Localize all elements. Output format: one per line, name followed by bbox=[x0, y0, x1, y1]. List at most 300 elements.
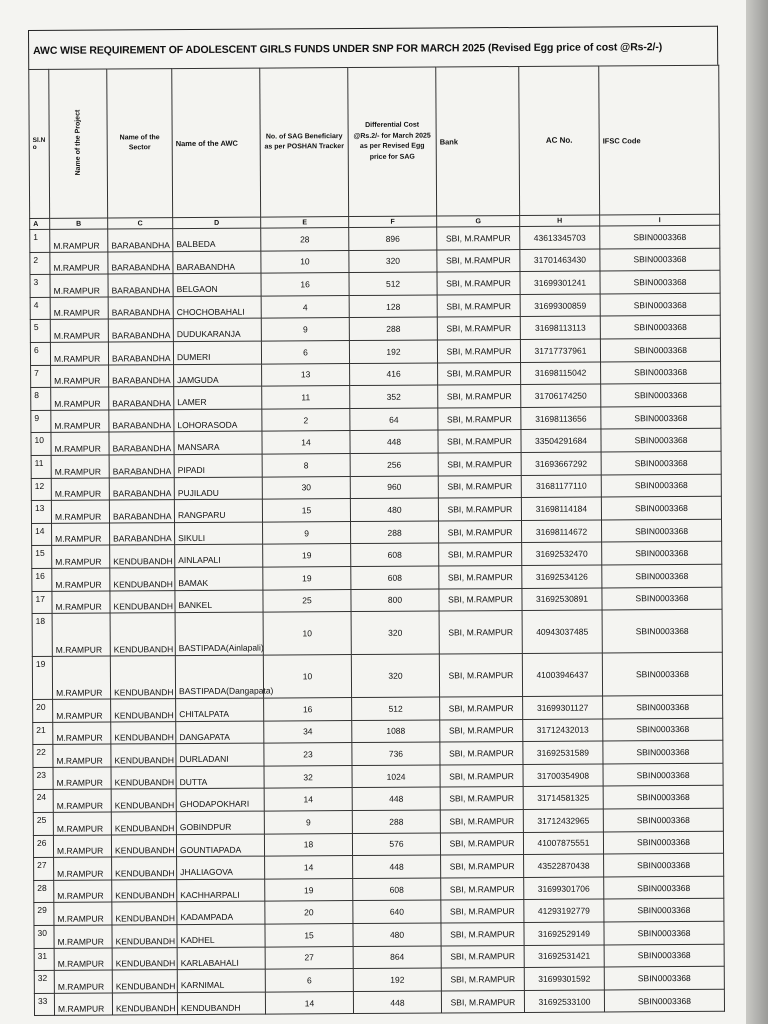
cell-sag: 25 bbox=[263, 589, 351, 612]
cell-awc: CHOCHOBAHALI bbox=[173, 296, 261, 319]
cell-sag: 16 bbox=[264, 698, 352, 721]
cell-sector: BARABANDHA bbox=[109, 500, 174, 523]
header-project-label: Name of the Project bbox=[74, 109, 82, 176]
cell-bank: SBI, M.RAMPUR bbox=[441, 945, 524, 968]
cell-ifsc: SBIN0003368 bbox=[601, 429, 721, 452]
cell-cost: 1024 bbox=[352, 765, 440, 788]
cell-awc: BASTIPADA(Ainlapali) bbox=[175, 612, 263, 656]
cell-cost: 448 bbox=[350, 430, 438, 453]
cell-bank: SBI, M.RAMPUR bbox=[439, 565, 522, 588]
cell-cost: 576 bbox=[352, 833, 440, 856]
cell-sag: 11 bbox=[262, 386, 350, 409]
cell-sl: 16 bbox=[32, 568, 52, 591]
cell-sag: 10 bbox=[261, 250, 349, 273]
column-letter: B bbox=[50, 218, 108, 229]
cell-project: M.RAMPUR bbox=[52, 568, 110, 591]
cell-sl: 23 bbox=[33, 767, 53, 790]
cell-sector: KENDUBANDH bbox=[112, 947, 177, 970]
cell-awc: BAMAK bbox=[175, 567, 263, 590]
cell-bank: SBI, M.RAMPUR bbox=[440, 719, 523, 742]
cell-bank: SBI, M.RAMPUR bbox=[440, 787, 523, 810]
cell-bank: SBI, M.RAMPUR bbox=[438, 452, 521, 475]
cell-sector: KENDUBANDH bbox=[110, 545, 175, 568]
cell-sector: KENDUBANDH bbox=[111, 721, 176, 744]
cell-sag: 34 bbox=[264, 720, 352, 743]
cell-sl: 20 bbox=[33, 699, 53, 722]
cell-sector: BARABANDHA bbox=[109, 409, 174, 432]
cell-sector: KENDUBANDH bbox=[112, 879, 177, 902]
cell-ac-no: 31692531589 bbox=[523, 741, 603, 764]
cell-sag: 9 bbox=[261, 318, 349, 341]
cell-sl: 22 bbox=[33, 745, 53, 768]
cell-sl: 1 bbox=[30, 229, 50, 252]
cell-ifsc: SBIN0003368 bbox=[601, 383, 721, 406]
cell-ac-no: 40943037485 bbox=[522, 610, 602, 653]
cell-ac-no: 31701463430 bbox=[520, 249, 600, 272]
cell-bank: SBI, M.RAMPUR bbox=[441, 968, 524, 991]
cell-project: M.RAMPUR bbox=[50, 274, 108, 297]
cell-project: M.RAMPUR bbox=[53, 812, 111, 835]
cell-ac-no: 31699300859 bbox=[520, 294, 600, 317]
cell-bank: SBI, M.RAMPUR bbox=[438, 475, 521, 498]
cell-cost: 416 bbox=[350, 363, 438, 386]
cell-ac-no: 31717737961 bbox=[520, 339, 600, 362]
cell-project: M.RAMPUR bbox=[54, 993, 112, 1016]
cell-ifsc: SBIN0003368 bbox=[600, 338, 720, 361]
cell-bank: SBI, M.RAMPUR bbox=[440, 764, 523, 787]
cell-ac-no: 41293192779 bbox=[524, 899, 604, 922]
cell-ac-no: 31692532470 bbox=[522, 542, 602, 565]
cell-sag: 14 bbox=[262, 431, 350, 454]
cell-awc: KARNIMAL bbox=[177, 969, 265, 992]
cell-cost: 288 bbox=[349, 317, 437, 340]
cell-ifsc: SBIN0003368 bbox=[600, 293, 720, 316]
cell-sag: 14 bbox=[265, 991, 353, 1014]
cell-awc: BARABANDHA bbox=[173, 251, 261, 274]
cell-bank: SBI, M.RAMPUR bbox=[440, 697, 523, 720]
cell-sag: 13 bbox=[262, 363, 350, 386]
cell-sl: 25 bbox=[33, 812, 53, 835]
cell-ac-no: 31692534126 bbox=[522, 565, 602, 588]
cell-ac-no: 31692530891 bbox=[522, 588, 602, 611]
column-letter: G bbox=[437, 216, 520, 228]
cell-cost: 320 bbox=[351, 611, 439, 655]
cell-sl: 21 bbox=[33, 722, 53, 745]
cell-cost: 192 bbox=[349, 340, 437, 363]
cell-cost: 864 bbox=[353, 946, 441, 969]
cell-cost: 448 bbox=[353, 991, 441, 1014]
cell-sl: 30 bbox=[34, 925, 54, 948]
cell-cost: 1088 bbox=[352, 720, 440, 743]
cell-ac-no: 31692531421 bbox=[524, 945, 604, 968]
cell-sl: 31 bbox=[34, 948, 54, 971]
cell-project: M.RAMPUR bbox=[51, 500, 109, 523]
cell-bank: SBI, M.RAMPUR bbox=[439, 588, 522, 611]
cell-bank: SBI, M.RAMPUR bbox=[437, 294, 520, 317]
cell-sag: 28 bbox=[261, 228, 349, 251]
cell-sector: KENDUBANDH bbox=[111, 789, 176, 812]
cell-sector: KENDUBANDH bbox=[112, 992, 177, 1015]
cell-bank: SBI, M.RAMPUR bbox=[438, 498, 521, 521]
cell-sag: 16 bbox=[261, 273, 349, 296]
cell-awc: GOBINDPUR bbox=[176, 811, 264, 834]
cell-cost: 256 bbox=[350, 453, 438, 476]
cell-sl: 33 bbox=[34, 993, 54, 1016]
cell-bank: SBI, M.RAMPUR bbox=[439, 543, 522, 566]
cell-sag: 15 bbox=[265, 924, 353, 947]
cell-cost: 736 bbox=[352, 742, 440, 765]
cell-project: M.RAMPUR bbox=[52, 613, 110, 656]
cell-project: M.RAMPUR bbox=[54, 880, 112, 903]
header-sag: No. of SAG Beneficiary as per POSHAN Tracker bbox=[260, 68, 349, 218]
cell-sector: KENDUBANDH bbox=[112, 925, 177, 948]
cell-ac-no: 31693667292 bbox=[521, 452, 601, 475]
cell-sector: KENDUBANDH bbox=[110, 656, 175, 699]
cell-ac-no: 31706174250 bbox=[521, 384, 601, 407]
cell-sector: KENDUBANDH bbox=[112, 857, 177, 880]
cell-bank: SBI, M.RAMPUR bbox=[438, 385, 521, 408]
cell-ac-no: 31712432965 bbox=[523, 809, 603, 832]
cell-project: M.RAMPUR bbox=[51, 387, 109, 410]
cell-ifsc: SBIN0003368 bbox=[601, 406, 721, 429]
column-letter: D bbox=[173, 217, 261, 229]
cell-cost: 480 bbox=[350, 498, 438, 521]
cell-bank: SBI, M.RAMPUR bbox=[438, 407, 521, 430]
cell-project: M.RAMPUR bbox=[51, 365, 109, 388]
cell-cost: 288 bbox=[352, 810, 440, 833]
cell-sector: BARABANDHA bbox=[108, 319, 173, 342]
cell-ifsc: SBIN0003368 bbox=[603, 695, 723, 718]
cell-bank: SBI, M.RAMPUR bbox=[441, 877, 524, 900]
cell-ifsc: SBIN0003368 bbox=[601, 496, 721, 519]
cell-sector: BARABANDHA bbox=[108, 274, 173, 297]
cell-ifsc: SBIN0003368 bbox=[603, 763, 723, 786]
cell-sector: KENDUBANDH bbox=[112, 902, 177, 925]
cell-bank: SBI, M.RAMPUR bbox=[439, 520, 522, 543]
header-project bbox=[49, 69, 108, 218]
cell-sag: 4 bbox=[261, 295, 349, 318]
cell-ifsc: SBIN0003368 bbox=[603, 831, 723, 854]
header-awc: Name of the AWC bbox=[172, 68, 261, 218]
cell-bank: SBI, M.RAMPUR bbox=[437, 249, 520, 272]
cell-ifsc: SBIN0003368 bbox=[602, 652, 722, 696]
cell-awc: PUJILADU bbox=[174, 477, 262, 500]
cell-ifsc: SBIN0003368 bbox=[604, 899, 724, 922]
cell-cost: 640 bbox=[353, 900, 441, 923]
cell-sector: BARABANDHA bbox=[109, 364, 174, 387]
cell-sector: KENDUBANDH bbox=[111, 766, 176, 789]
cell-project: M.RAMPUR bbox=[51, 410, 109, 433]
table-row bbox=[34, 989, 724, 1016]
cell-sl: 5 bbox=[30, 320, 50, 343]
table-row bbox=[32, 609, 722, 656]
cell-ifsc: SBIN0003368 bbox=[602, 587, 722, 610]
cell-ac-no: 41007875551 bbox=[523, 832, 603, 855]
cell-sl: 28 bbox=[34, 880, 54, 903]
cell-bank: SBI, M.RAMPUR bbox=[437, 339, 520, 362]
cell-cost: 288 bbox=[351, 521, 439, 544]
table-body bbox=[30, 225, 725, 1016]
header-ac: AC No. bbox=[519, 66, 600, 215]
cell-cost: 480 bbox=[353, 923, 441, 946]
cell-cost: 352 bbox=[350, 385, 438, 408]
cell-bank: SBI, M.RAMPUR bbox=[437, 317, 520, 340]
document-title: AWC WISE REQUIREMENT OF ADOLESCENT GIRLS FUNDS UNDER SNP FOR MARCH 2025 (Revised Egg price of cost @Rs-2/-) bbox=[28, 26, 718, 69]
cell-ifsc: SBIN0003368 bbox=[603, 786, 723, 809]
cell-project: M.RAMPUR bbox=[54, 925, 112, 948]
cell-sag: 19 bbox=[263, 544, 351, 567]
column-letter: A bbox=[30, 218, 50, 229]
cell-cost: 960 bbox=[350, 476, 438, 499]
cell-cost: 608 bbox=[353, 878, 441, 901]
header-ifsc: IFSC Code bbox=[599, 65, 720, 215]
cell-awc: JAMGUDA bbox=[174, 364, 262, 387]
cell-project: M.RAMPUR bbox=[50, 319, 108, 342]
cell-awc: SIKULI bbox=[175, 522, 263, 545]
cell-project: M.RAMPUR bbox=[52, 523, 110, 546]
cell-ifsc: SBIN0003368 bbox=[604, 966, 724, 989]
cell-awc: CHITALPATA bbox=[176, 698, 264, 721]
cell-ac-no: 43522870438 bbox=[524, 854, 604, 877]
cell-sag: 27 bbox=[265, 946, 353, 969]
cell-sag: 14 bbox=[264, 788, 352, 811]
cell-awc: PIPADI bbox=[174, 454, 262, 477]
cell-bank: SBI, M.RAMPUR bbox=[438, 430, 521, 453]
cell-ifsc: SBIN0003368 bbox=[601, 474, 721, 497]
cell-sector: KENDUBANDH bbox=[110, 613, 175, 656]
header-cost: Differential Cost @Rs.2/- for March 2025 as per Revised Egg price for SAG bbox=[348, 67, 437, 217]
cell-cost: 512 bbox=[352, 697, 440, 720]
cell-bank: SBI, M.RAMPUR bbox=[440, 832, 523, 855]
cell-sl: 3 bbox=[30, 275, 50, 298]
cell-cost: 608 bbox=[351, 566, 439, 589]
cell-ac-no: 41003946437 bbox=[522, 653, 602, 696]
cell-sag: 9 bbox=[263, 521, 351, 544]
cell-awc: LOHORASODA bbox=[174, 409, 262, 432]
cell-bank: SBI, M.RAMPUR bbox=[439, 654, 522, 698]
cell-awc: KENDUBANDH bbox=[177, 992, 265, 1015]
cell-ifsc: SBIN0003368 bbox=[600, 225, 720, 248]
cell-sector: BARABANDHA bbox=[109, 387, 174, 410]
cell-cost: 64 bbox=[350, 408, 438, 431]
cell-bank: SBI, M.RAMPUR bbox=[441, 900, 524, 923]
cell-ifsc: SBIN0003368 bbox=[601, 361, 721, 384]
cell-sag: 2 bbox=[262, 408, 350, 431]
cell-awc: MANSARA bbox=[174, 431, 262, 454]
cell-awc: JHALIAGOVA bbox=[177, 856, 265, 879]
cell-project: M.RAMPUR bbox=[53, 789, 111, 812]
cell-cost: 192 bbox=[353, 968, 441, 991]
cell-sector: KENDUBANDH bbox=[111, 699, 176, 722]
cell-awc: DUDUKARANJA bbox=[173, 318, 261, 341]
cell-sl: 10 bbox=[31, 433, 51, 456]
cell-sl: 29 bbox=[34, 903, 54, 926]
cell-ac-no: 33504291684 bbox=[521, 429, 601, 452]
cell-sag: 14 bbox=[265, 856, 353, 879]
cell-sector: BARABANDHA bbox=[109, 477, 174, 500]
cell-ifsc: SBIN0003368 bbox=[604, 854, 724, 877]
cell-sl: 9 bbox=[31, 410, 51, 433]
cell-sag: 32 bbox=[264, 765, 352, 788]
cell-sector: KENDUBANDH bbox=[110, 590, 175, 613]
cell-cost: 608 bbox=[351, 543, 439, 566]
cell-bank: SBI, M.RAMPUR bbox=[441, 855, 524, 878]
cell-project: M.RAMPUR bbox=[50, 229, 108, 252]
cell-project: M.RAMPUR bbox=[53, 744, 111, 767]
header-row bbox=[29, 65, 720, 218]
cell-ac-no: 31699301592 bbox=[524, 967, 604, 990]
cell-sector: KENDUBANDH bbox=[112, 970, 177, 993]
cell-ac-no: 31699301127 bbox=[523, 696, 603, 719]
cell-ac-no: 31698114184 bbox=[521, 497, 601, 520]
cell-sag: 19 bbox=[263, 566, 351, 589]
cell-sag: 23 bbox=[264, 743, 352, 766]
cell-sl: 15 bbox=[32, 546, 52, 569]
header-bank: Bank bbox=[436, 67, 520, 217]
cell-awc: RANGPARU bbox=[174, 499, 262, 522]
cell-ifsc: SBIN0003368 bbox=[602, 564, 722, 587]
cell-sl: 7 bbox=[31, 365, 51, 388]
cell-sector: BARABANDHA bbox=[109, 455, 174, 478]
cell-cost: 320 bbox=[351, 654, 439, 698]
cell-sl: 32 bbox=[34, 971, 54, 994]
cell-ifsc: SBIN0003368 bbox=[602, 609, 722, 653]
cell-cost: 896 bbox=[349, 227, 437, 250]
cell-sector: KENDUBANDH bbox=[110, 568, 175, 591]
cell-ifsc: SBIN0003368 bbox=[604, 944, 724, 967]
cell-awc: BANKEL bbox=[175, 590, 263, 613]
cell-project: M.RAMPUR bbox=[50, 342, 108, 365]
cell-awc: DUMERI bbox=[173, 341, 261, 364]
cell-ac-no: 31692529149 bbox=[524, 922, 604, 945]
cell-sag: 8 bbox=[262, 453, 350, 476]
cell-sl: 17 bbox=[32, 591, 52, 614]
page-edge bbox=[746, 0, 768, 1024]
cell-sector: BARABANDHA bbox=[109, 432, 174, 455]
cell-awc: BASTIPADA(Dangapata) bbox=[175, 655, 263, 699]
cell-sl: 27 bbox=[34, 858, 54, 881]
awc-funds-table bbox=[28, 65, 725, 1017]
cell-awc: KADHEL bbox=[177, 924, 265, 947]
header-sl: Sl.N o bbox=[29, 69, 50, 218]
cell-bank: SBI, M.RAMPUR bbox=[441, 990, 524, 1013]
cell-sl: 2 bbox=[30, 252, 50, 275]
cell-cost: 448 bbox=[352, 787, 440, 810]
cell-awc: KADAMPADA bbox=[177, 902, 265, 925]
cell-project: M.RAMPUR bbox=[53, 767, 111, 790]
cell-project: M.RAMPUR bbox=[52, 656, 110, 699]
cell-ac-no: 31698113656 bbox=[521, 407, 601, 430]
cell-ac-no: 31699301241 bbox=[520, 271, 600, 294]
cell-ifsc: SBIN0003368 bbox=[602, 542, 722, 565]
cell-awc: BELGAON bbox=[173, 273, 261, 296]
cell-ac-no: 31714581325 bbox=[523, 786, 603, 809]
cell-sag: 6 bbox=[261, 341, 349, 364]
cell-sector: BARABANDHA bbox=[108, 251, 173, 274]
cell-cost: 448 bbox=[353, 855, 441, 878]
cell-sl: 13 bbox=[31, 500, 51, 523]
column-letter: I bbox=[600, 214, 720, 226]
cell-sag: 6 bbox=[265, 969, 353, 992]
cell-project: M.RAMPUR bbox=[52, 591, 110, 614]
cell-cost: 512 bbox=[349, 272, 437, 295]
cell-project: M.RAMPUR bbox=[54, 902, 112, 925]
cell-sl: 6 bbox=[30, 342, 50, 365]
cell-sl: 14 bbox=[32, 523, 52, 546]
cell-sag: 9 bbox=[264, 811, 352, 834]
cell-awc: DURLADANI bbox=[176, 743, 264, 766]
cell-project: M.RAMPUR bbox=[52, 545, 110, 568]
cell-cost: 128 bbox=[349, 295, 437, 318]
cell-sl: 18 bbox=[32, 613, 52, 656]
cell-awc: KARLABAHALI bbox=[177, 947, 265, 970]
cell-sag: 10 bbox=[263, 655, 351, 699]
cell-sl: 24 bbox=[33, 790, 53, 813]
cell-bank: SBI, M.RAMPUR bbox=[438, 362, 521, 385]
cell-sl: 8 bbox=[31, 388, 51, 411]
cell-sector: BARABANDHA bbox=[108, 342, 173, 365]
cell-sl: 11 bbox=[31, 455, 51, 478]
cell-cost: 320 bbox=[349, 250, 437, 273]
cell-sector: KENDUBANDH bbox=[111, 812, 176, 835]
cell-project: M.RAMPUR bbox=[54, 857, 112, 880]
cell-awc: DUTTA bbox=[176, 766, 264, 789]
cell-cost: 800 bbox=[351, 589, 439, 612]
cell-project: M.RAMPUR bbox=[53, 835, 111, 858]
cell-project: M.RAMPUR bbox=[51, 478, 109, 501]
header-sector: Name of the Sector bbox=[107, 69, 173, 218]
cell-project: M.RAMPUR bbox=[54, 970, 112, 993]
cell-ac-no: 43613345703 bbox=[520, 226, 600, 249]
cell-ac-no: 31681177110 bbox=[521, 475, 601, 498]
cell-sector: KENDUBANDH bbox=[111, 744, 176, 767]
cell-bank: SBI, M.RAMPUR bbox=[439, 611, 522, 655]
cell-sector: KENDUBANDH bbox=[111, 834, 176, 857]
cell-ifsc: SBIN0003368 bbox=[602, 519, 722, 542]
cell-sl: 4 bbox=[30, 297, 50, 320]
cell-ac-no: 31698113113 bbox=[520, 316, 600, 339]
cell-sag: 19 bbox=[265, 878, 353, 901]
cell-ifsc: SBIN0003368 bbox=[604, 921, 724, 944]
cell-sector: BARABANDHA bbox=[110, 522, 175, 545]
cell-ac-no: 31698114672 bbox=[522, 520, 602, 543]
cell-ifsc: SBIN0003368 bbox=[604, 989, 724, 1012]
cell-ifsc: SBIN0003368 bbox=[600, 270, 720, 293]
cell-project: M.RAMPUR bbox=[51, 455, 109, 478]
column-letter: C bbox=[108, 218, 173, 229]
cell-bank: SBI, M.RAMPUR bbox=[440, 810, 523, 833]
table-row bbox=[32, 652, 722, 699]
cell-sag: 10 bbox=[263, 612, 351, 656]
document bbox=[28, 26, 724, 1017]
cell-awc: GOUNTIAPADA bbox=[176, 834, 264, 857]
cell-sector: BARABANDHA bbox=[108, 229, 173, 252]
cell-project: M.RAMPUR bbox=[50, 297, 108, 320]
cell-project: M.RAMPUR bbox=[50, 252, 108, 275]
cell-project: M.RAMPUR bbox=[53, 699, 111, 722]
cell-sag: 30 bbox=[262, 476, 350, 499]
cell-ifsc: SBIN0003368 bbox=[603, 718, 723, 741]
cell-sag: 15 bbox=[262, 499, 350, 522]
cell-bank: SBI, M.RAMPUR bbox=[441, 923, 524, 946]
cell-sl: 12 bbox=[31, 478, 51, 501]
cell-ifsc: SBIN0003368 bbox=[603, 741, 723, 764]
cell-sag: 20 bbox=[265, 901, 353, 924]
cell-awc: AINLAPALI bbox=[175, 544, 263, 567]
cell-awc: LAMER bbox=[174, 386, 262, 409]
cell-ifsc: SBIN0003368 bbox=[604, 876, 724, 899]
cell-ac-no: 31698115042 bbox=[521, 362, 601, 385]
